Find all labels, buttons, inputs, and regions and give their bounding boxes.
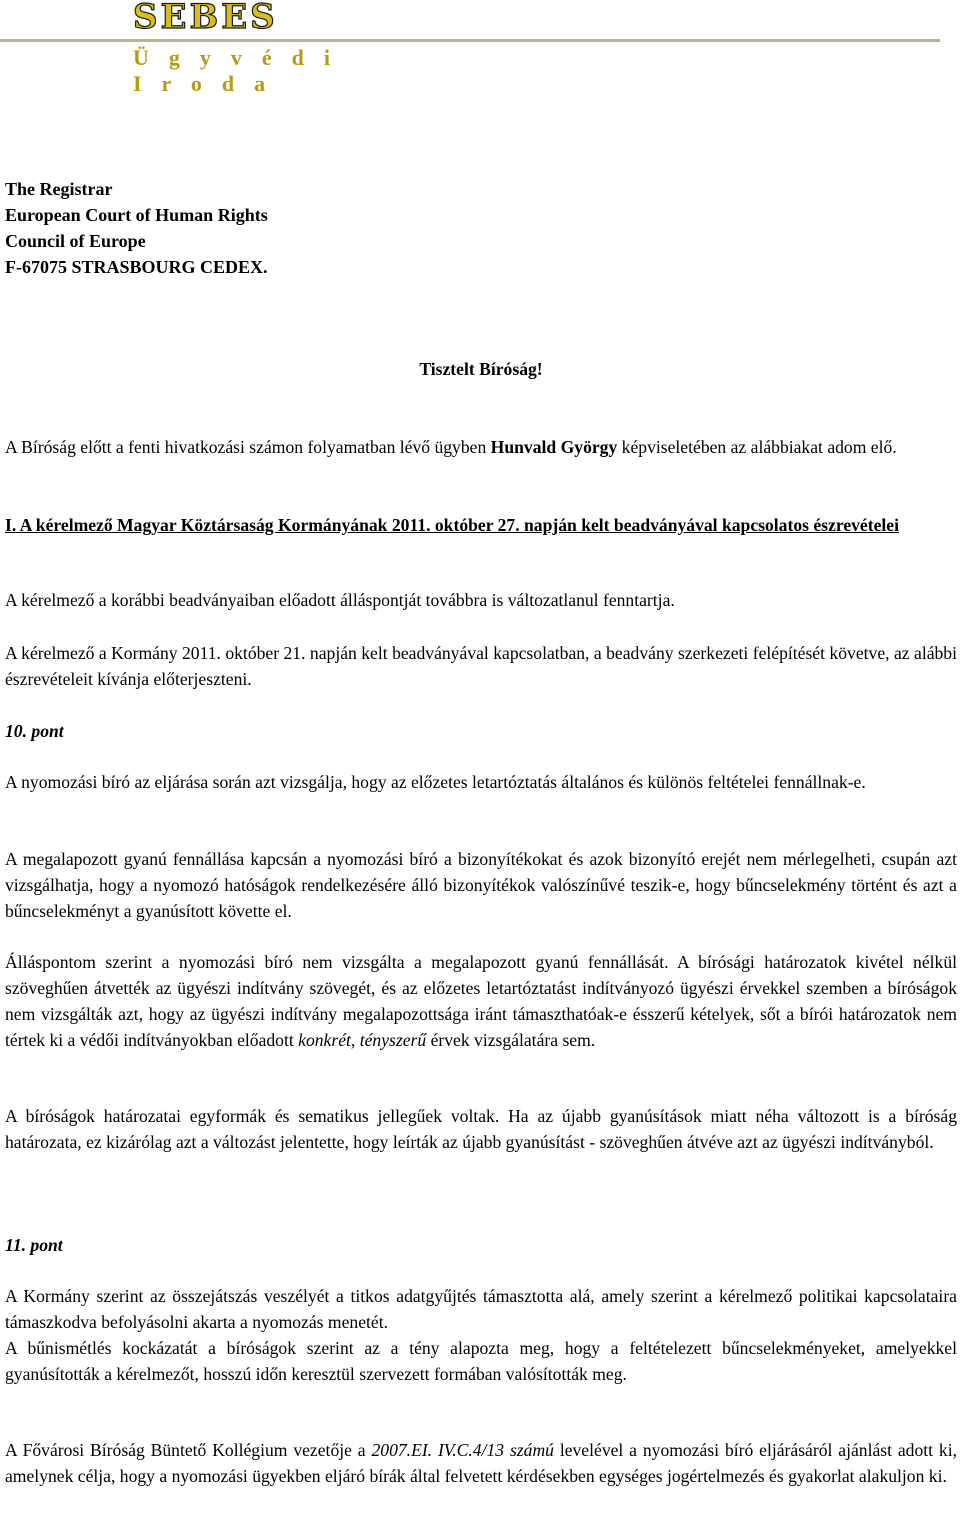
client-name: Hunvald György — [490, 437, 618, 457]
section-heading: I. A kérelmező Magyar Köztársaság Kormányának 2011. október 27. napján kelt beadványával kapcsolatos észrevételei — [5, 515, 899, 535]
paragraph-text: A Fővárosi Bíróság Büntető Kollégium vezetője a — [5, 1440, 372, 1460]
paragraph: A kérelmező a Kormány 2011. október 21. napján kelt beadványával kapcsolatban, a beadvány szerkezeti felépítését követve, az alábbi észrevételeit kívánja előterjeszteni. — [5, 643, 957, 689]
intro-paragraph — [5, 434, 957, 460]
point-heading-10: 10. pont — [5, 721, 64, 741]
paragraph: A bíróságok határozatai egyformák és sematikus jellegűek voltak. Ha az újabb gyanúsítások miatt néha változott is a bíróság határozata, ez kizárólag azt a változást jelentette, hogy leírták az újabb gyanúsítást - szöveghűen átvéve azt az ügyészi indítványból. — [5, 1106, 957, 1152]
address-line: Council of Europe — [5, 231, 146, 251]
paragraph: A megalapozott gyanú fennállása kapcsán a nyomozási bíró a bizonyítékokat és azok bizonyító erejét nem mérlegelheti, csupán azt vizsgálhatja, hogy a nyomozó hatóságok rendelkezésére álló bizonyítékok valószínűvé teszik-e, hogy bűncselekmény történt és azt a bűncselekményt a gyanúsított követte el. — [5, 849, 957, 921]
paragraph-text-end: levelével a nyomozási bíró eljárásáról ajánlást adott ki, amelynek célja, hogy a nyomozási ügyekben eljáró bírák által felvetett kérdésekben egységes jogértelmezés és gyakorlat alakuljon ki. — [5, 1440, 957, 1486]
paragraph-italic: konkrét, tényszerű — [298, 1030, 427, 1050]
intro-text-end: képviseletében az alábbiakat adom elő. — [617, 437, 897, 457]
paragraph: A bűnismétlés kockázatát a bíróságok szerint az a tény alapozta meg, hogy a feltételezett bűncselekményeket, amelyekkel gyanúsították a kérelmezőt, hosszú időn keresztül szervezett formában valósították meg. — [5, 1338, 957, 1384]
paragraph-italic: 2007.EI. IV.C.4/13 számú — [371, 1440, 554, 1460]
paragraph: A kérelmező a korábbi beadványaiban előadott álláspontját továbbra is változatlanul fenntartja. — [5, 590, 675, 610]
logo-subtitle-line2: Iroda — [133, 71, 286, 96]
logo-title: SEBES — [133, 0, 278, 37]
salutation: Tisztelt Bíróság! — [419, 359, 543, 379]
header-rule — [0, 39, 940, 42]
logo-subtitle-line1: Ügyvédi — [133, 45, 350, 70]
paragraph: A nyomozási bíró az eljárása során azt vizsgálja, hogy az előzetes letartóztatás általános és különös feltételei fennállnak-e. — [5, 772, 866, 792]
paragraph — [5, 949, 957, 1053]
address-block — [5, 176, 957, 280]
paragraph — [5, 1437, 957, 1489]
paragraph: A Kormány szerint az összejátszás veszélyét a titkos adatgyűjtés támasztotta alá, amely szerint a kérelmező politikai kapcsolataira támaszkodva befolyásolni akarta a nyomozás menetét. — [5, 1286, 957, 1332]
point-heading-11: 11. pont — [5, 1235, 63, 1255]
paragraph-text: Álláspontom szerint a nyomozási bíró nem vizsgálta a megalapozott gyanú fennállását. A bírósági határozatok kivétel nélkül szöveghűen átvették az ügyészi indítvány szövegét, és az előzetes letartóztatást indítványozó ügyészi érvekkel szemben a bíróságok nem vizsgálták azt, hogy az ügyészi indítvány megalapozottsága iránt támaszthatóak-e ésszerű kételyek, sőt a bírói határozatok nem tértek ki a védői indítványokban előadott — [5, 952, 957, 1050]
intro-text: A Bíróság előtt a fenti hivatkozási számon folyamatban lévő ügyben — [5, 437, 491, 457]
address-line: The Registrar — [5, 179, 113, 199]
address-line: European Court of Human Rights — [5, 205, 268, 225]
paragraph-text-end: érvek vizsgálatára sem. — [426, 1030, 596, 1050]
address-line: F-67075 STRASBOURG CEDEX. — [5, 257, 268, 277]
